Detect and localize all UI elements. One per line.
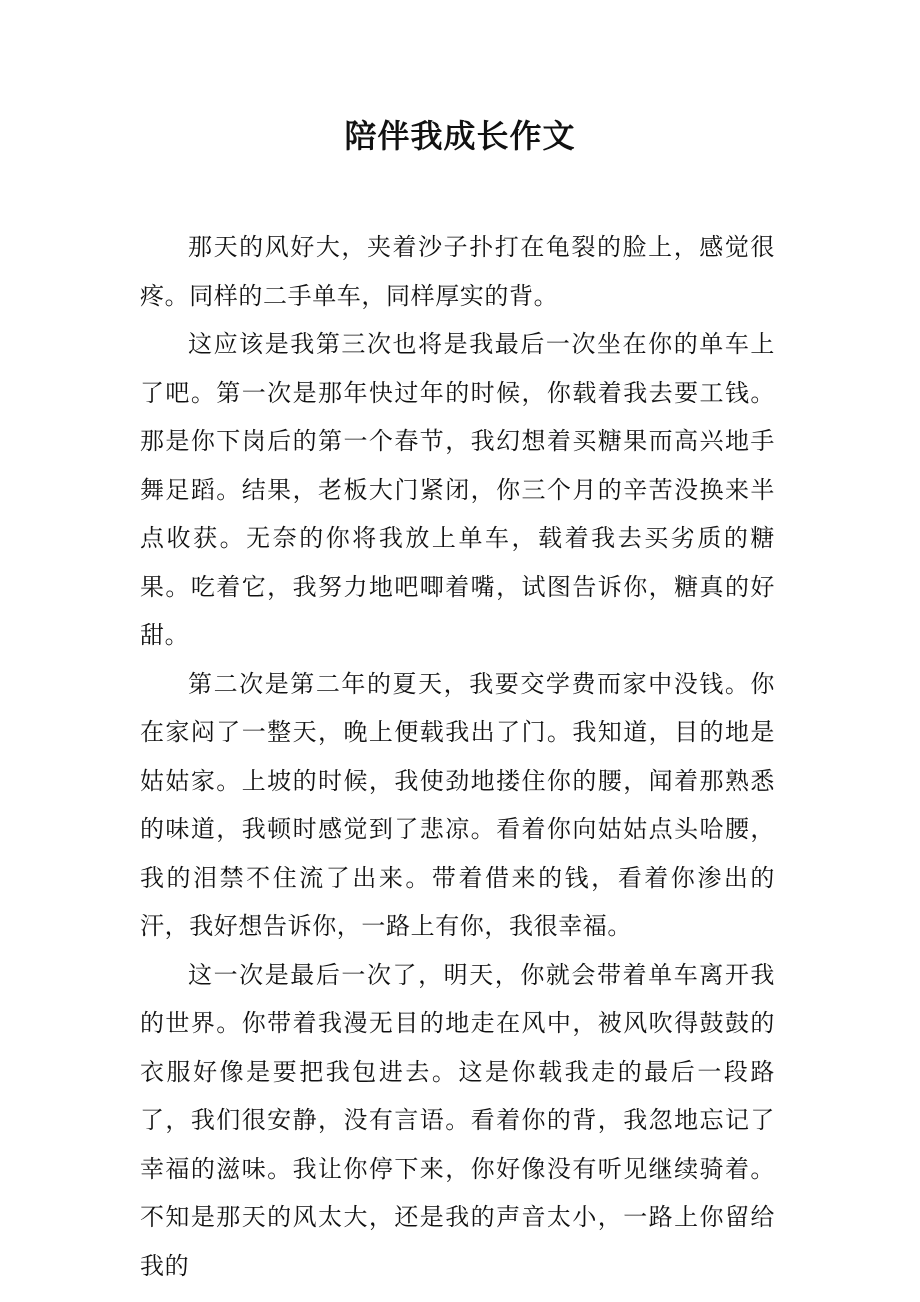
document-title: 陪伴我成长作文 [344, 117, 576, 155]
paragraph-4: 这一次是最后一次了，明天，你就会带着单车离开我的世界。你带着我漫无目的地走在风中，被风吹得鼓鼓的衣服好像是要把我包进去。这是你载我走的最后一段路了，我们很安静，没有言语。看着你的背，我忽地忘记了幸福的滋味。我让你停下来，你好像没有听见继续骑着。不知是那天的风太大，还是我的声音太小，一路上你留给我的 [140, 960, 775, 1280]
paragraph-3: 第二次是第二年的夏天，我要交学费而家中没钱。你在家闷了一整天，晚上便载我出了门。我知道，目的地是姑姑家。上坡的时候，我使劲地搂住你的腰，闻着那熟悉的味道，我顿时感觉到了悲凉。看着你向姑姑点头哈腰，我的泪禁不住流了出来。带着借来的钱，看着你渗出的汗，我好想告诉你，一路上有你，我很幸福。 [140, 669, 775, 940]
document-body [140, 223, 775, 1290]
paragraph-1: 那天的风好大，夹着沙子扑打在龟裂的脸上，感觉很疼。同样的二手单车，同样厚实的背。 [140, 233, 775, 310]
paragraph-2: 这应该是我第三次也将是我最后一次坐在你的单车上了吧。第一次是那年快过年的时候，你载着我去要工钱。那是你下岗后的第一个春节，我幻想着买糖果而高兴地手舞足蹈。结果，老板大门紧闭，你三个月的辛苦没换来半点收获。无奈的你将我放上单车，载着我去买劣质的糖果。吃着它，我努力地吧唧着嘴，试图告诉你，糖真的好甜。 [140, 330, 775, 649]
